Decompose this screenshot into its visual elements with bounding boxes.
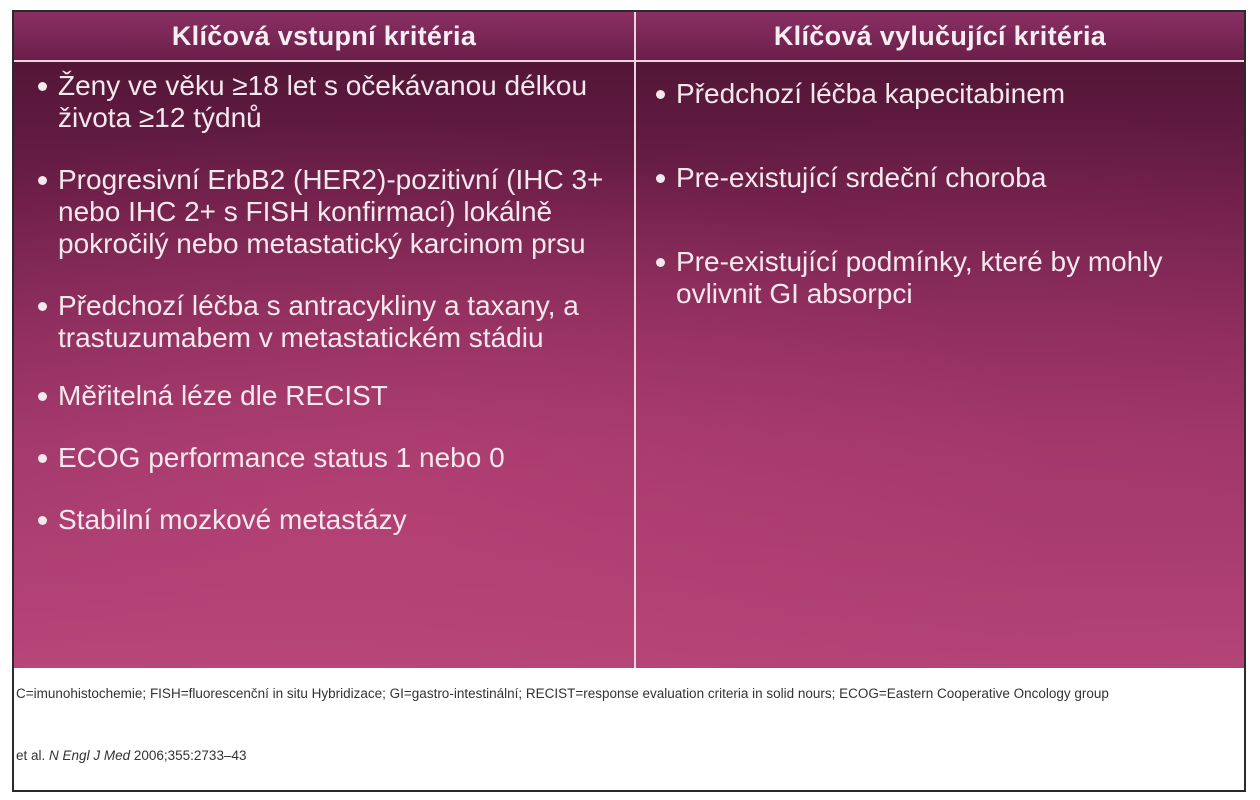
- inclusion-criteria-list: [32, 70, 628, 566]
- list-item: Ženy ve věku ≥18 let s očekávanou délkou života ≥12 týdnů: [32, 70, 628, 134]
- reference-journal: N Engl J Med: [49, 748, 131, 763]
- list-item: Předchozí léčba s antracykliny a taxany, a trastuzumabem v metastatickém stádiu: [32, 290, 628, 354]
- reference-citation: 2006;355:2733–43: [133, 748, 247, 763]
- criteria-table: [14, 12, 1244, 668]
- list-item: Předchozí léčba kapecitabinem: [650, 78, 1230, 110]
- header-exclusion-criteria: Klíčová vylučující kritéria: [773, 21, 1107, 51]
- reference-authors: et al.: [16, 748, 46, 763]
- column-divider: [634, 12, 636, 668]
- list-item: Stabilní mozkové metastázy: [32, 504, 628, 536]
- abbreviations-footnote: C=imunohistochemie; FISH=fluorescenční in situ Hybridizace; GI=gastro-intestinální; RECIST=response evaluation criteria in solid nours; ECOG=Eastern Cooperative Oncology group: [16, 686, 1109, 701]
- slide: [12, 10, 1246, 792]
- list-item: Progresivní ErbB2 (HER2)-pozitivní (IHC 3+ nebo IHC 2+ s FISH konfirmací) lokálně pokročilý nebo metastatický karcinom prsu: [32, 164, 628, 260]
- table-header-row: [14, 12, 1244, 62]
- list-item: ECOG performance status 1 nebo 0: [32, 442, 628, 474]
- list-item: Měřitelná léze dle RECIST: [32, 380, 628, 412]
- header-inclusion-criteria: Klíčová vstupní kritéria: [171, 21, 477, 51]
- exclusion-criteria-list: [650, 78, 1230, 362]
- list-item: Pre-existující podmínky, které by mohly ovlivnit GI absorpci: [650, 246, 1230, 310]
- list-item: Pre-existující srdeční choroba: [650, 162, 1230, 194]
- reference-footnote: [16, 746, 246, 766]
